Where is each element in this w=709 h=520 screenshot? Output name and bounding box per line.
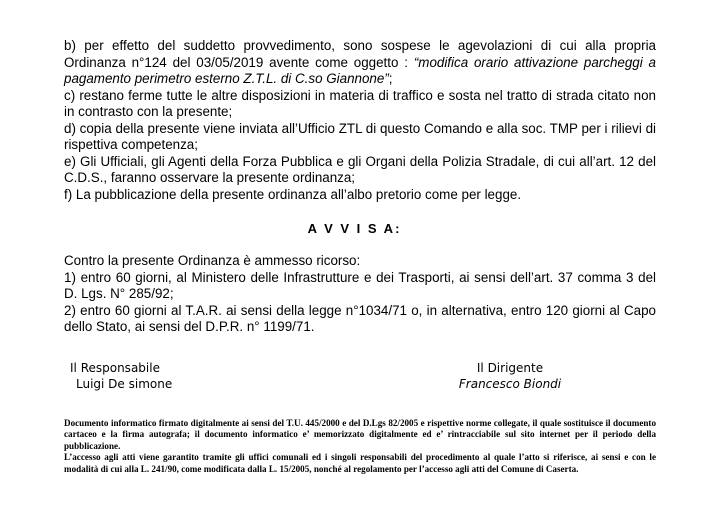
signature-left: [70, 360, 172, 392]
ricorso-item-2: 2) entro 60 giorni al T.A.R. ai sensi della legge n°1034/71 o, in alternativa, entro 120 giorni al Capo dello Stato, ai sensi del D.P.R. n° 1199/71.: [64, 302, 656, 334]
ricorso-section: [64, 253, 656, 336]
item-b: [64, 38, 656, 88]
item-b-subject: “modifica orario attivazione parcheggi a pagamento perimetro esterno Z.T.L. di C.so Giannone”: [64, 54, 656, 86]
ricorso-intro: Contro la presente Ordinanza è ammesso ricorso:: [64, 253, 361, 268]
item-e: e) Gli Ufficiali, gli Agenti della Forza Pubblica e gli Organi della Polizia Stradale, di cui all’art. 12 del C.D.S., faranno osservare la presente ordinanza;: [64, 153, 656, 185]
footer-digital-signature: Documento informatico firmato digitalmente ai sensi del T.U. 445/2000 e del D.Lgs 82/2005 e rispettive norme collegate, il quale sostituisce il documento cartaceo e la firma autografa; il documento informatico e’ memorizzato digitalmente ed e’ rintracciabile sul sito internet per il periodo della pubblicazione.: [64, 418, 656, 451]
signature-right: [440, 360, 580, 392]
item-d: d) copia della presente viene inviata all’Ufficio ZTL di questo Comando e alla soc. TMP per i rilievi di rispettiva competenza;: [64, 120, 656, 152]
footer-access: L’accesso agli atti viene garantito tramite gli uffici comunali ed i singoli responsabili del procedimento al quale l’atto si riferisce, ai sensi e con le modalità di cui alla L. 241/90, come modificata dalla L. 15/2005, nonché al regolamento per l’accesso agli atti del Comune di Caserta.: [64, 452, 656, 474]
item-c: c) restano ferme tutte le altre disposizioni in materia di traffico e sosta nel tratto di strada citato non in contrasto con la presente;: [64, 87, 656, 119]
right-name: Francesco Biondi: [458, 377, 562, 391]
item-b-end: ;: [388, 71, 393, 86]
right-role: Il Dirigente: [476, 361, 544, 375]
item-f: f) La pubblicazione della presente ordinanza all’albo pretorio come per legge.: [64, 186, 522, 202]
ricorso-item-1: 1) entro 60 giorni, al Ministero delle Infrastrutture e dei Trasporti, ai sensi dell’art. 37 comma 3 del D. Lgs. N° 285/92;: [64, 269, 656, 301]
avvisa-heading: A V V I S A:: [307, 221, 402, 236]
item-b-text: b) per effetto del suddetto provvedimento, sono sospese le agevolazioni di cui alla propria Ordinanza n°124 del 03/05/2019 avente come oggetto :: [64, 38, 656, 70]
left-role: Il Responsabile: [70, 361, 160, 375]
ordinance-items: [64, 38, 656, 203]
left-name: Luigi De simone: [76, 377, 173, 391]
legal-footer: [64, 418, 656, 475]
